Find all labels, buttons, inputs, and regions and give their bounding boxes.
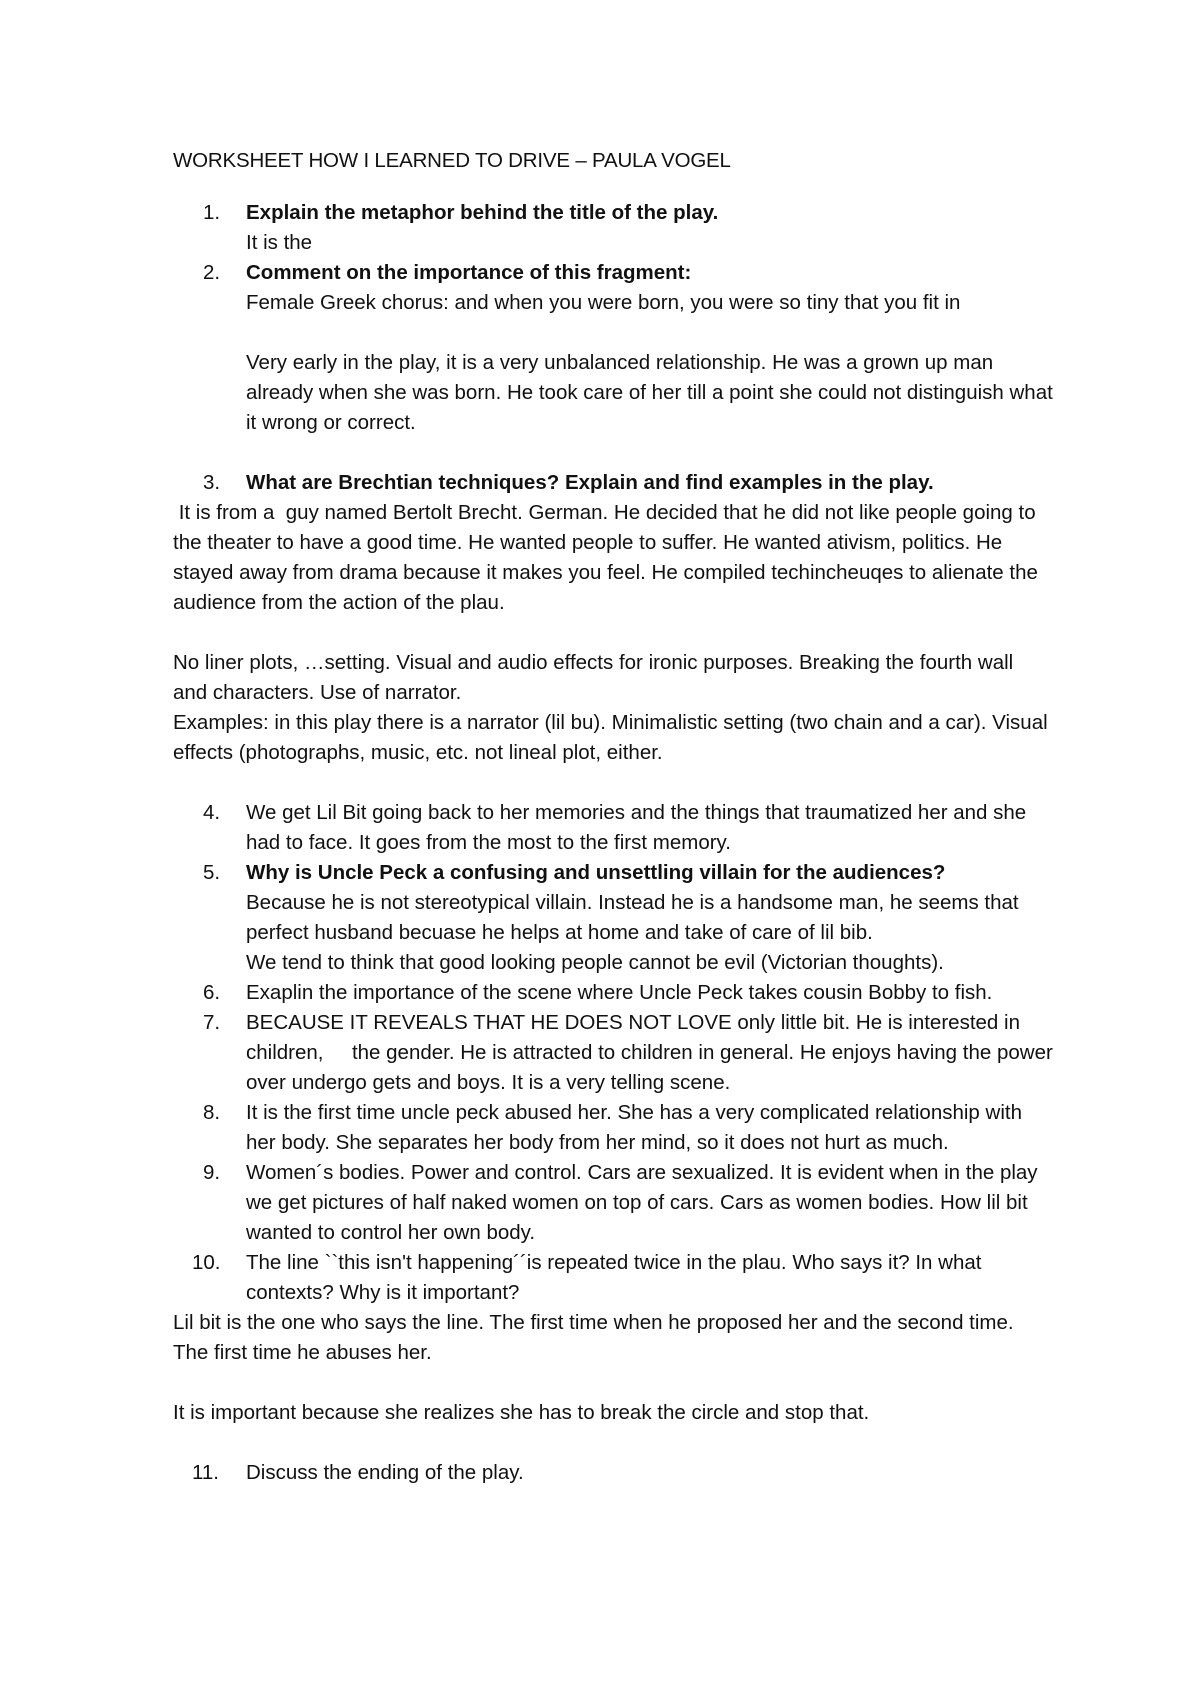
document-body (173, 146, 1059, 1488)
question-text: Why is Uncle Peck a confusing and unsettling villain for the audiences? (246, 861, 946, 884)
answer-text: Women´s bodies. Power and control. Cars are sexualized. It is evident when in the play we get pictures of half naked women on top of cars. Cars as women bodies. How lil bit wanted to control her own body. (246, 1161, 1038, 1244)
question-number: 10. (192, 1251, 221, 1274)
answer-text: We tend to think that good looking people cannot be evil (Victorian thoughts). (246, 951, 944, 974)
question-1 (173, 198, 1053, 258)
question-8 (173, 1098, 1053, 1158)
question-text: Discuss the ending of the play. (246, 1461, 524, 1484)
question-number: 1. (203, 201, 221, 224)
question-text: The line ``this isn't happening´´is repeated twice in the plau. Who says it? In what contexts? Why is it important? (246, 1251, 982, 1304)
answer-text: Very early in the play, it is a very unbalanced relationship. He was a grown up man already when she was born. He took care of her till a point she could not distinguish what it wrong or correct. (246, 351, 1053, 434)
question-text: What are Brechtian techniques? Explain and find examples in the play. (246, 471, 934, 494)
answer-text: It is the first time uncle peck abused her. She has a very complicated relationship with her body. She separates her body from her mind, so it does not hurt as much. (246, 1101, 1022, 1154)
question-number: 5. (203, 861, 221, 884)
question-text: Explain the metaphor behind the title of the play. (246, 201, 719, 224)
question-2 (173, 258, 1053, 438)
question-3 (173, 468, 1053, 498)
question-number: 6. (203, 981, 221, 1004)
question-text: Comment on the importance of this fragment: (246, 261, 692, 284)
question-4 (173, 798, 1053, 858)
answer-text: It is important because she realizes she has to break the circle and stop that. (173, 1401, 870, 1424)
question-number: 11. (192, 1461, 219, 1484)
question-10 (173, 1248, 1053, 1308)
answer-text: It is the (246, 231, 313, 254)
answer-text: It is from a guy named Bertolt Brecht. German. He decided that he did not like people going to the theater to have a good time. He wanted people to suffer. He wanted ativism, politics. He stayed away from drama because it makes you feel. He compiled techincheuqes to alienate the audience from the action of the plau. (173, 501, 1044, 614)
answer-text: No liner plots, …setting. Visual and audio effects for ironic purposes. Breaking the fourth wall and characters. Use of narrator. (173, 651, 1014, 704)
answer-text: Lil bit is the one who says the line. The first time when he proposed her and the second time. The first time he abuses her. (173, 1311, 1014, 1364)
question-11 (173, 1458, 1053, 1488)
worksheet-title: WORKSHEET HOW I LEARNED TO DRIVE – PAULA VOGEL (173, 149, 731, 172)
question-number: 3. (203, 471, 221, 494)
answer-text: Because he is not stereotypical villain. Instead he is a handsome man, he seems that perfect husband becuase he helps at home and take of care of lil bib. (246, 891, 1019, 944)
question-5 (173, 858, 1053, 978)
answer-text: Examples: in this play there is a narrator (lil bu). Minimalistic setting (two chain and a car). Visual effects (photographs, music, etc. not lineal plot, either. (173, 711, 1048, 764)
question-text: We get Lil Bit going back to her memories and the things that traumatized her and she had to face. It goes from the most to the first memory. (246, 801, 1027, 854)
question-6 (173, 978, 1053, 1008)
question-number: 7. (203, 1011, 221, 1034)
question-number: 8. (203, 1101, 221, 1124)
answer-text: BECAUSE IT REVEALS THAT HE DOES NOT LOVE only little bit. He is interested in children, the gender. He is attracted to children in general. He enjoys having the power over undergo gets and boys. It is a very telling scene. (246, 1011, 1059, 1094)
question-text: Exaplin the importance of the scene where Uncle Peck takes cousin Bobby to fish. (246, 981, 993, 1004)
question-9 (173, 1158, 1053, 1248)
question-number: 4. (203, 801, 221, 824)
question-number: 2. (203, 261, 221, 284)
fragment-text: Female Greek chorus: and when you were born, you were so tiny that you fit in (246, 291, 961, 314)
question-7 (173, 1008, 1059, 1098)
question-number: 9. (203, 1161, 221, 1184)
